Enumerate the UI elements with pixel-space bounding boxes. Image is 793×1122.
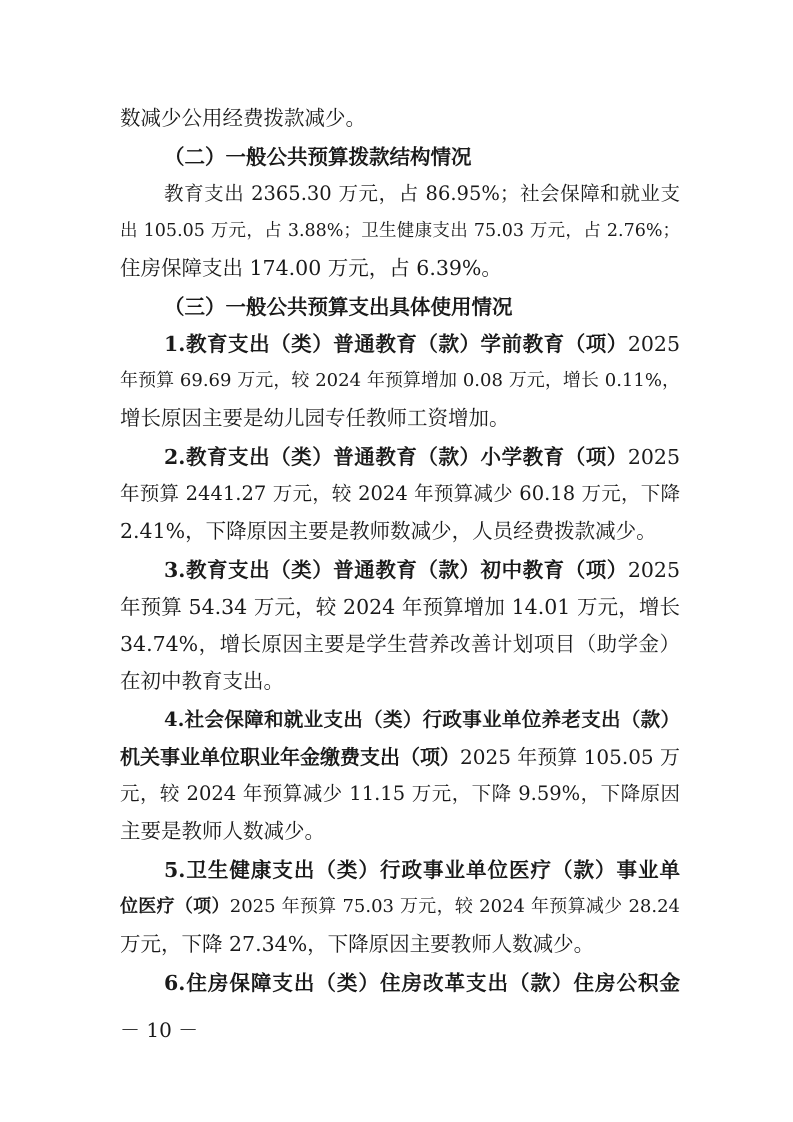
item-heading-line [120, 889, 680, 925]
paragraph-line [120, 663, 680, 699]
heading-text: （二）一般公共预算拨款结构情况 [164, 145, 472, 169]
item-title: 2.教育支出（类）普通教育（款）小学教育（项） [164, 445, 628, 469]
line-text: 年预算 69.69 万元，较 2024 年预算增加 0.08 万元，增长 0.11%， [120, 370, 680, 391]
paragraph-line [120, 626, 680, 662]
item-title: 机关事业单位职业年金缴费支出（项） [120, 745, 461, 769]
paragraph-line [120, 926, 680, 962]
item-heading-line [164, 702, 680, 738]
line-text: 在初中教育支出。 [120, 669, 284, 693]
paragraph-line [164, 176, 680, 212]
paragraph-line [120, 589, 680, 625]
line-text: 2025 年预算 105.05 万 [460, 745, 680, 769]
line-text: 2025 年预算 75.03 万元，较 2024 年预算减少 28.24 [229, 896, 680, 917]
heading-text: （三）一般公共预算支出具体使用情况 [164, 295, 513, 319]
line-text: 数减少公用经费拨款减少。 [120, 106, 366, 130]
line-text: 年预算 2441.27 万元，较 2024 年预算减少 60.18 万元，下降 [120, 482, 680, 505]
paragraph-line [120, 476, 680, 512]
item-title: 4.社会保障和就业支出（类）行政事业单位养老支出（款） [164, 708, 680, 731]
line-text: 住房保障支出 174.00 万元，占 6.39%。 [120, 256, 502, 280]
item-title: 6.住房保障支出（类）住房改革支出（款）住房公积金 [164, 971, 680, 995]
paragraph-line [120, 400, 680, 436]
line-text: 增长原因主要是幼儿园专任教师工资增加。 [120, 406, 510, 430]
paragraph-line [120, 813, 680, 849]
paragraph-line [120, 776, 680, 812]
line-text: 2025 [627, 445, 680, 469]
item-title: 位医疗（项） [120, 896, 230, 917]
line-text: 主要是教师人数减少。 [120, 819, 325, 843]
item-heading-line [164, 439, 680, 475]
item-title: 1.教育支出（类）普通教育（款）学前教育（项） [164, 332, 628, 356]
paragraph-line [120, 363, 680, 399]
item-heading-line [164, 326, 680, 362]
line-text: 教育支出 2365.30 万元，占 86.95%；社会保障和就业支 [164, 182, 680, 205]
item-heading-line [164, 552, 680, 588]
line-text: 元，较 2024 年预算减少 11.15 万元，下降 9.59%，下降原因 [120, 782, 680, 805]
line-text: 万元，下降 27.34%，下降原因主要教师人数减少。 [120, 932, 595, 956]
paragraph-line [120, 100, 680, 136]
item-heading-line [164, 965, 680, 1001]
line-text: 2025 [627, 332, 680, 356]
paragraph-line [120, 213, 680, 249]
item-title: 3.教育支出（类）普通教育（款）初中教育（项） [164, 558, 628, 582]
page-number: － 10 － [120, 1018, 199, 1042]
section-heading [164, 289, 680, 325]
paragraph-line [120, 250, 680, 286]
section-heading [164, 139, 680, 175]
item-heading-line [164, 852, 680, 888]
line-text: 2025 [627, 558, 680, 582]
line-text: 出 105.05 万元，占 3.88%；卫生健康支出 75.03 万元，占 2.76%； [120, 221, 680, 241]
line-text: 年预算 54.34 万元，较 2024 年预算增加 14.01 万元，增长 [120, 595, 680, 619]
paragraph-line [120, 513, 680, 549]
item-title: 5.卫生健康支出（类）行政事业单位医疗（款）事业单 [164, 858, 680, 882]
line-text: 2.41%，下降原因主要是教师数减少，人员经费拨款减少。 [120, 519, 657, 543]
item-heading-line [120, 739, 680, 775]
line-text: 34.74%，增长原因主要是学生营养改善计划项目（助学金） [120, 632, 680, 656]
